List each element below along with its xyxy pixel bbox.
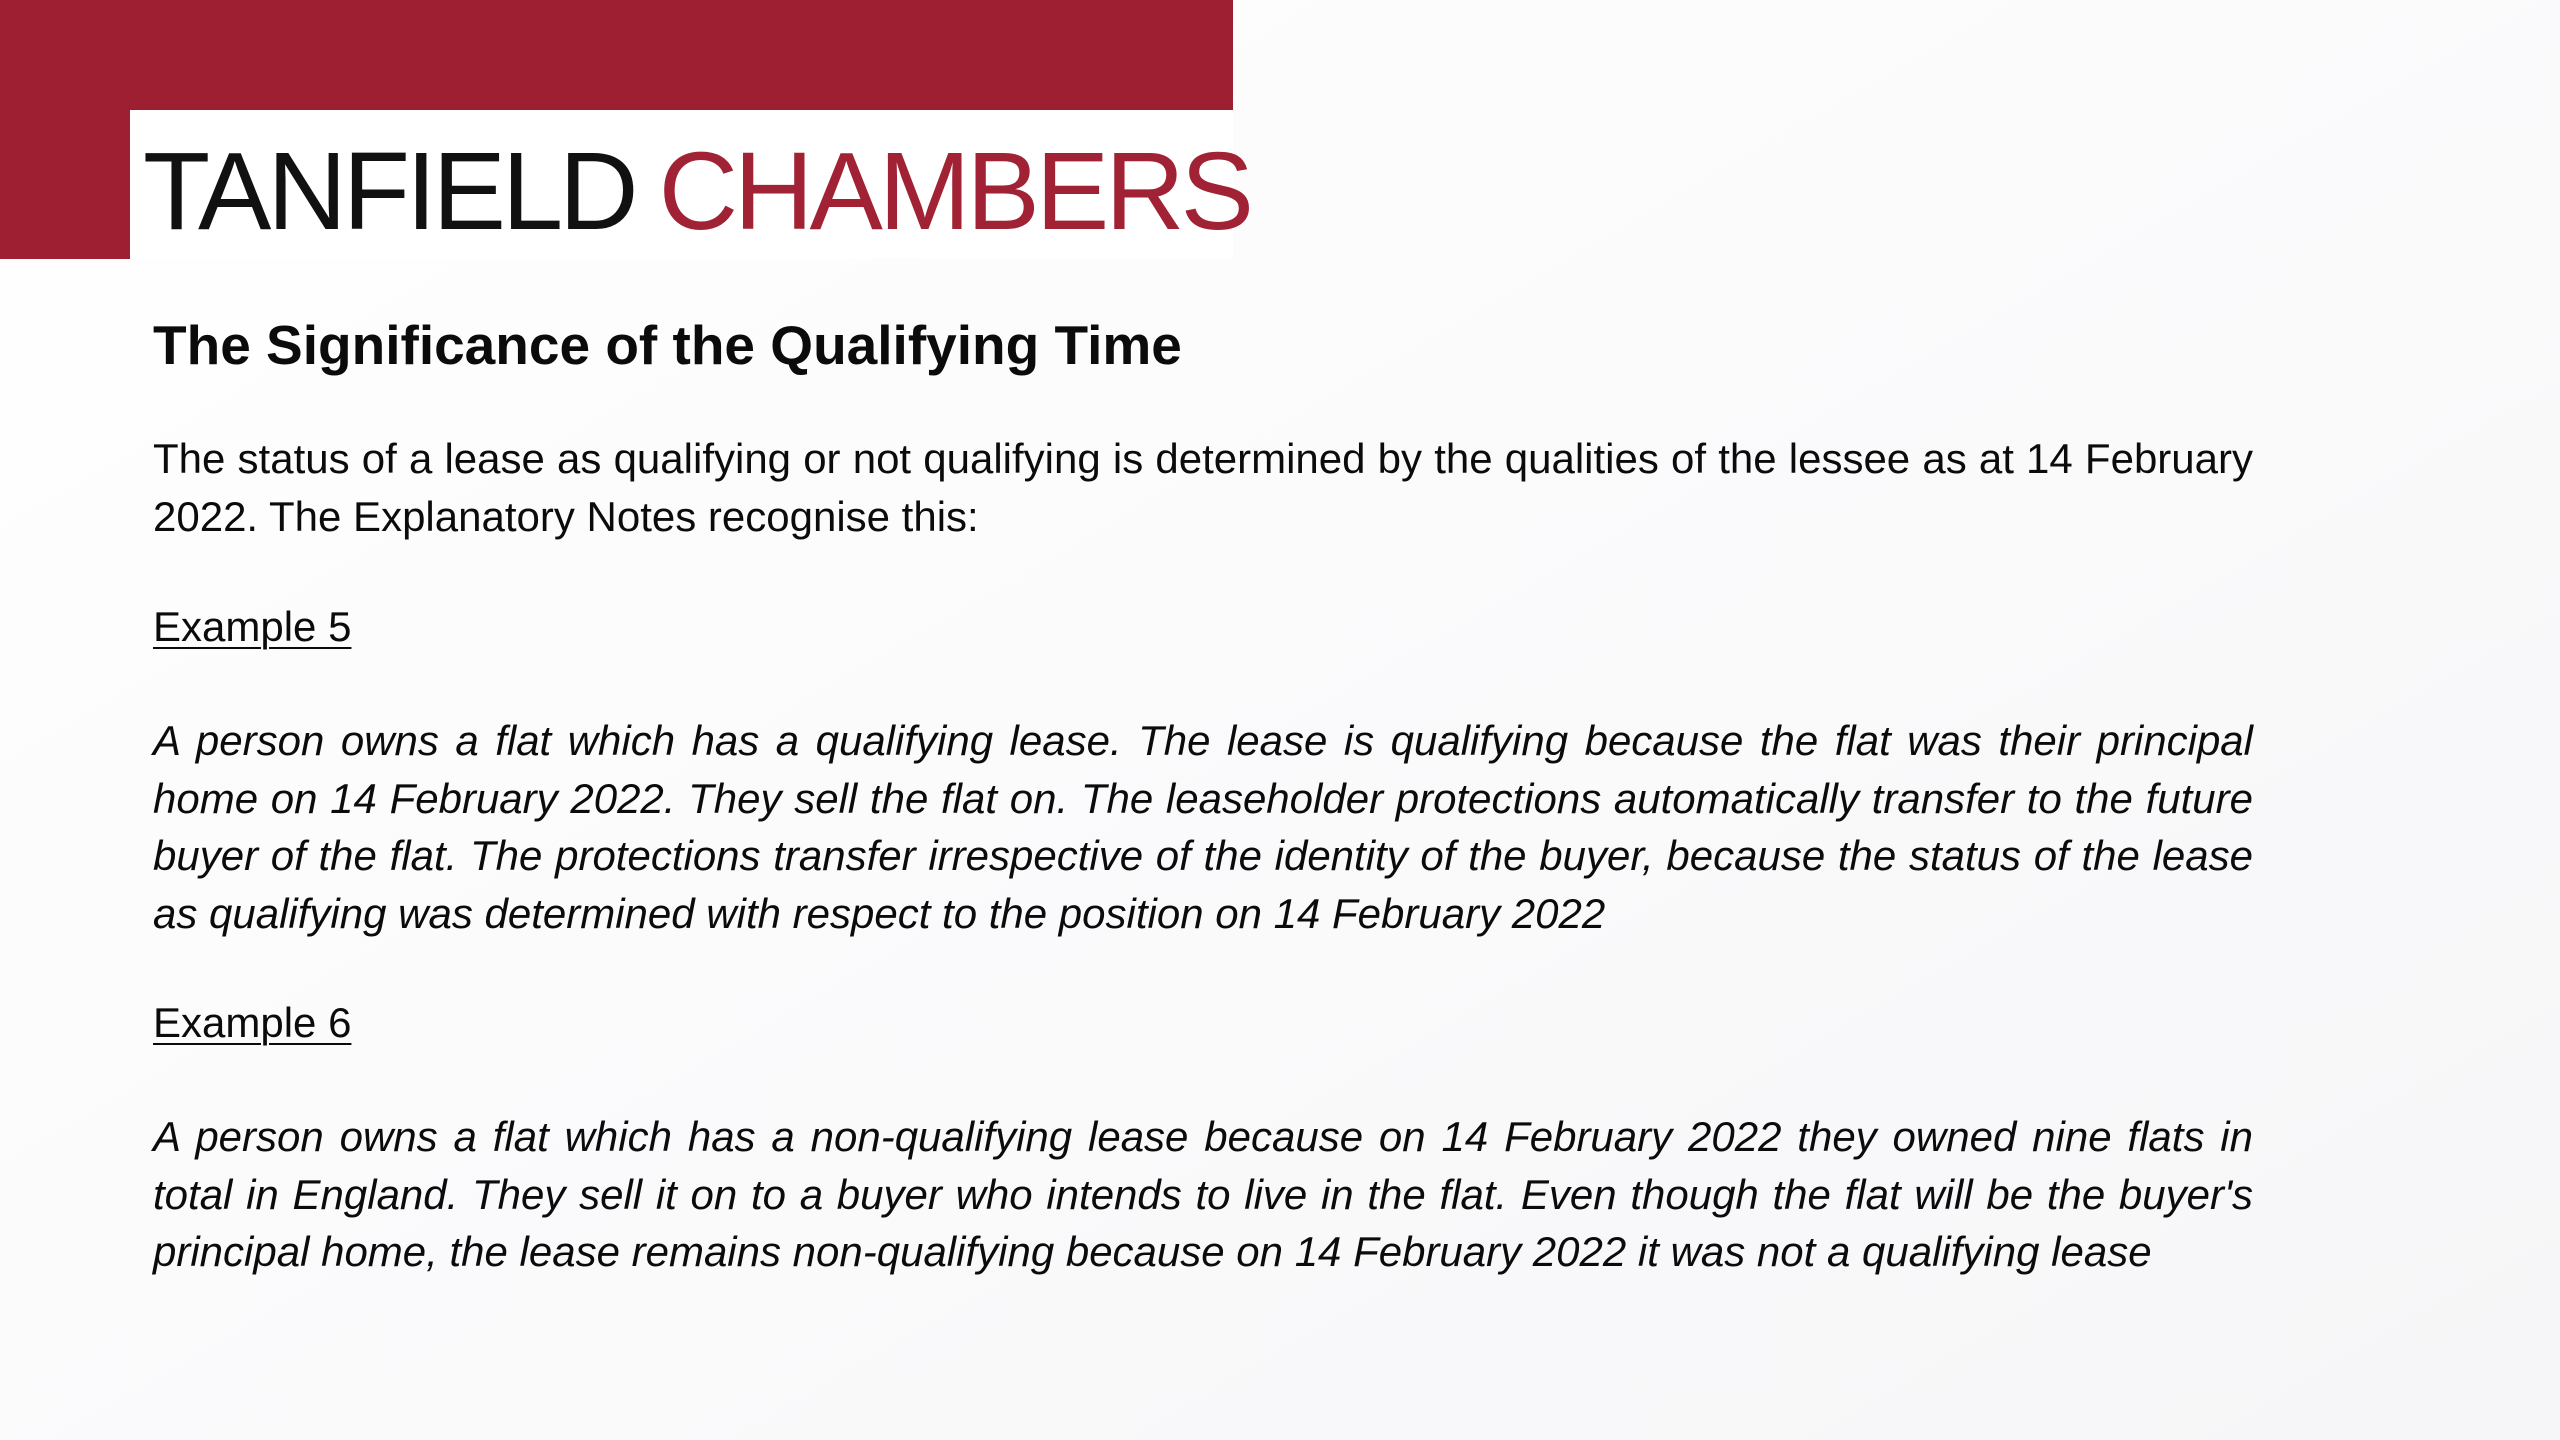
logo-word-chambers: CHAMBERS bbox=[658, 130, 1251, 253]
slide-title: The Significance of the Qualifying Time bbox=[153, 314, 1182, 376]
tanfield-chambers-logo bbox=[143, 130, 1251, 253]
example-5-heading: Example 5 bbox=[153, 603, 352, 650]
brand-color-bar-left bbox=[0, 0, 130, 259]
example-6-text: A person owns a flat which has a non-qualifying lease because on 14 February 2022 they owned nine flats in total in England. They sell it on to a buyer who intends to live in the flat. Even though the flat will be the buyer's principal home, the lease remains non-qualifying because on 14 February 2022 it was not a qualifying lease bbox=[153, 1113, 2253, 1275]
logo-word-tanfield: TANFIELD bbox=[143, 130, 635, 253]
intro-paragraph: The status of a lease as qualifying or not qualifying is determined by the qualities of the lessee as at 14 February 2022. The Explanatory Notes recognise this: bbox=[153, 435, 2253, 540]
slide-content bbox=[153, 310, 2253, 1281]
example-6-heading: Example 6 bbox=[153, 999, 352, 1046]
example-5-text: A person owns a flat which has a qualifying lease. The lease is qualifying because the flat was their principal home on 14 February 2022. They sell the flat on. The leaseholder protections automatically transfer to the future buyer of the flat. The protections transfer irrespective of the identity of the buyer, because the status of the lease as qualifying was determined with respect to the position on 14 February 2022 bbox=[153, 717, 2253, 937]
brand-color-bar-top bbox=[0, 0, 1233, 110]
